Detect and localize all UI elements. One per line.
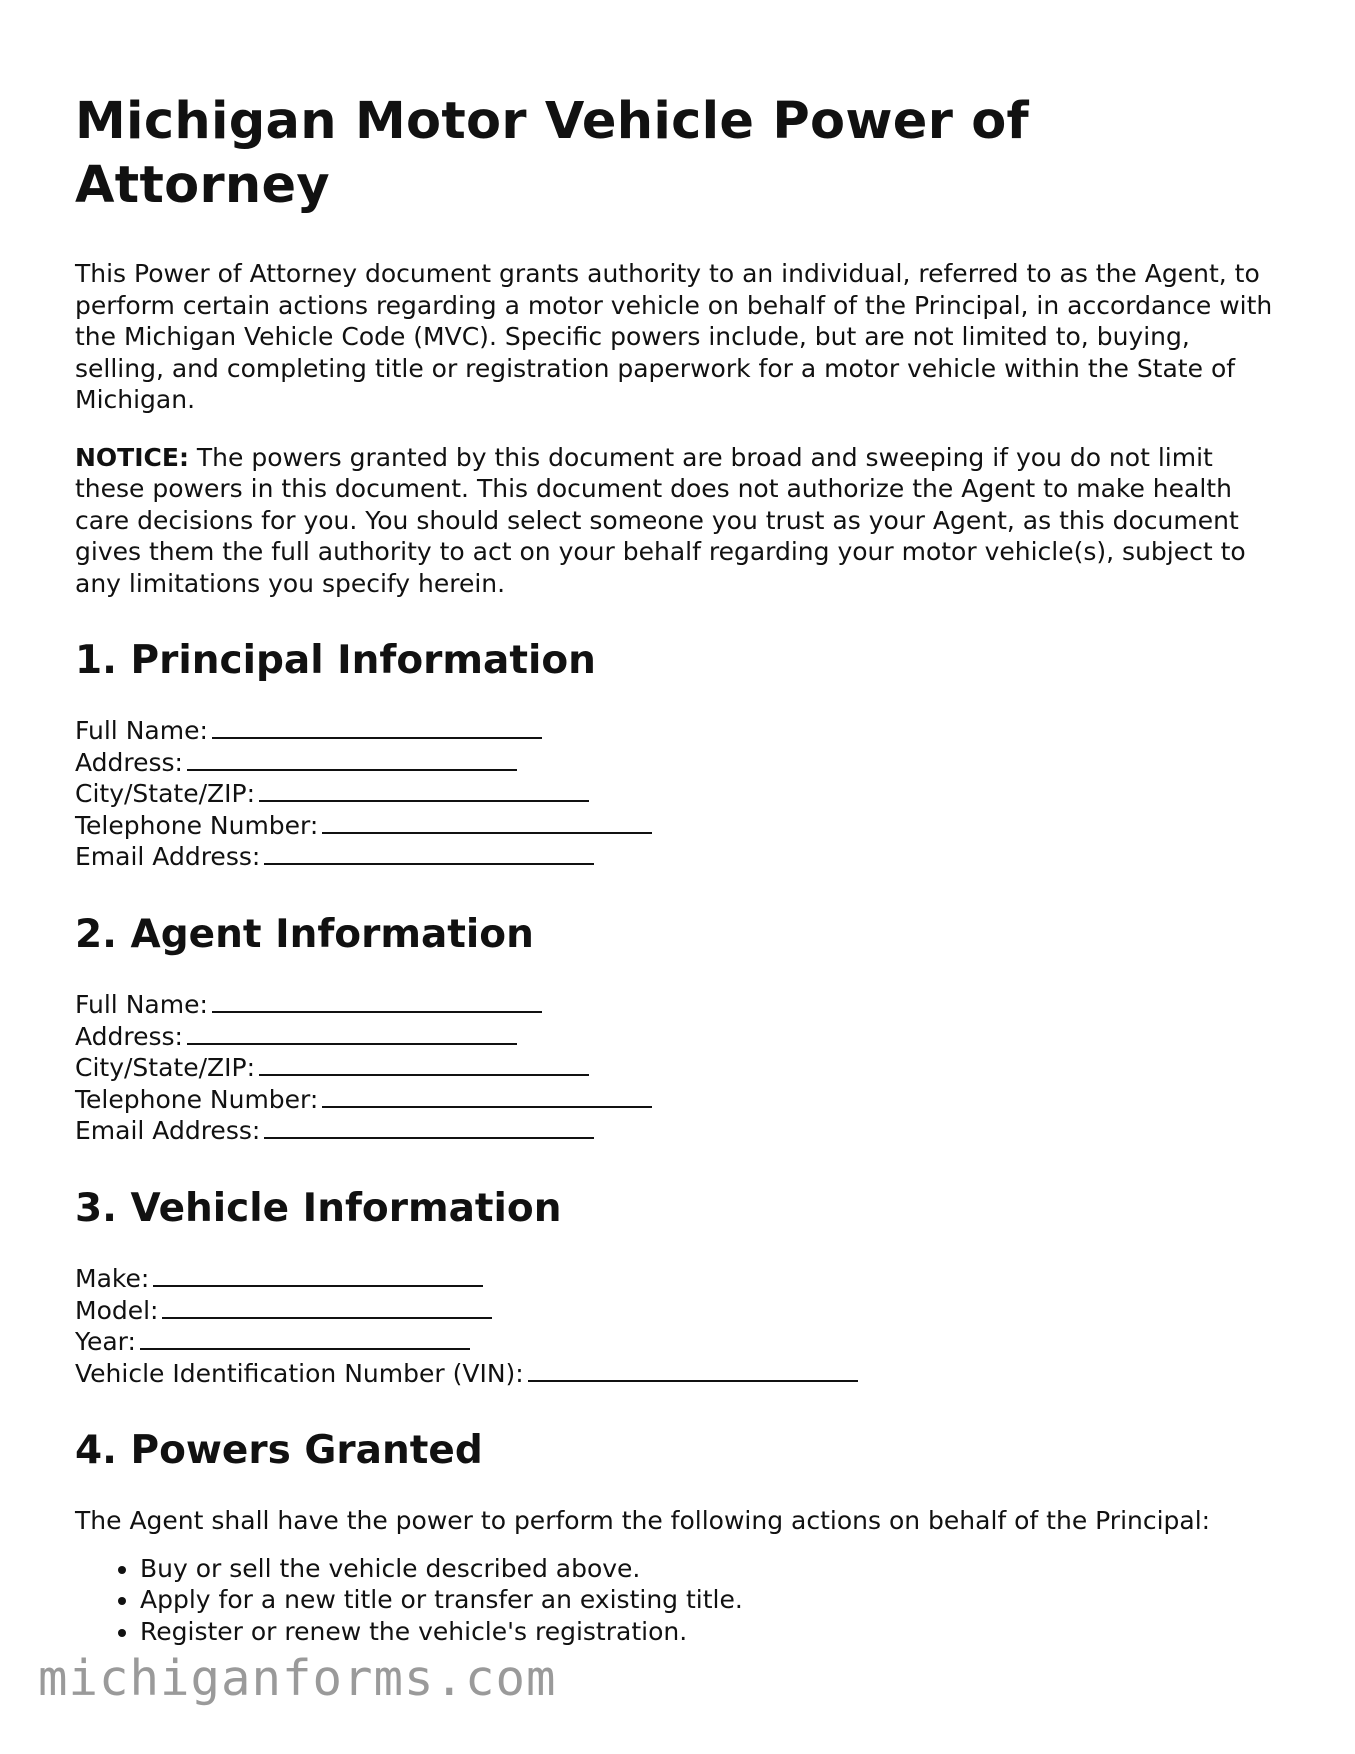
agent-telephone-row: [75, 1084, 1285, 1116]
field-label: Address:: [75, 747, 183, 777]
principal-full-name-blank[interactable]: [212, 717, 542, 739]
agent-full-name-blank[interactable]: [212, 991, 542, 1013]
section-heading-principal: 1. Principal Information: [75, 638, 596, 683]
vehicle-model-row: [75, 1295, 1285, 1327]
vehicle-fields: [75, 1263, 1285, 1389]
field-label: Vehicle Identification Number (VIN):: [75, 1358, 524, 1388]
list-item: • Buy or sell the vehicle described above.: [140, 1553, 1285, 1585]
principal-email-blank[interactable]: [264, 843, 594, 865]
field-label: City/State/ZIP:: [75, 1053, 256, 1083]
notice-label: NOTICE:: [75, 442, 189, 472]
field-label: Year:: [75, 1327, 136, 1357]
agent-address-blank[interactable]: [187, 1023, 517, 1045]
agent-city-state-zip-row: [75, 1052, 1285, 1084]
section-heading-powers: 4. Powers Granted: [75, 1428, 483, 1474]
principal-telephone-row: [75, 810, 1285, 842]
agent-email-blank[interactable]: [264, 1117, 594, 1139]
vehicle-vin-blank[interactable]: [528, 1360, 858, 1382]
list-item: • Register or renew the vehicle's registration.: [140, 1616, 1285, 1648]
field-label: City/State/ZIP:: [75, 779, 256, 809]
agent-telephone-blank[interactable]: [322, 1086, 652, 1108]
agent-address-row: [75, 1021, 1285, 1053]
field-label: Email Address:: [75, 1116, 261, 1146]
principal-city-state-zip-row: [75, 778, 1285, 810]
notice-paragraph: [75, 442, 1285, 600]
principal-city-state-zip-blank[interactable]: [259, 780, 589, 802]
list-item: • Apply for a new title or transfer an existing title.: [140, 1584, 1285, 1616]
principal-address-row: [75, 747, 1285, 779]
vehicle-year-blank[interactable]: [140, 1328, 470, 1350]
notice-text: The powers granted by this document are broad and sweeping if you do not limit these powers in this document. This document does not authorize the Agent to make health care decisions for you. You should select someone you trust as your Agent, as this document gives them the full authority to act on your behalf regarding your motor vehicle(s), subject to any limitations you specify herein.: [75, 442, 1246, 598]
field-label: Telephone Number:: [75, 810, 319, 840]
vehicle-year-row: [75, 1326, 1285, 1358]
field-label: Full Name:: [75, 716, 208, 745]
vehicle-model-blank[interactable]: [162, 1297, 492, 1319]
page-title: Michigan Motor Vehicle Power of Attorney: [75, 92, 1030, 215]
powers-intro: The Agent shall have the power to perform the following actions on behalf of the Principal:: [75, 1506, 1211, 1536]
principal-telephone-blank[interactable]: [322, 812, 652, 834]
vehicle-vin-row: [75, 1358, 1285, 1390]
section-heading-vehicle: 3. Vehicle Information: [75, 1185, 562, 1231]
document-page: [75, 90, 1285, 1648]
agent-city-state-zip-blank[interactable]: [259, 1054, 589, 1076]
principal-full-name-row: [75, 715, 1285, 747]
section-heading-agent: 2. Agent Information: [75, 911, 534, 957]
agent-full-name-row: [75, 989, 1285, 1021]
principal-address-blank[interactable]: [187, 749, 517, 771]
powers-list: [75, 1553, 1285, 1648]
vehicle-make-blank[interactable]: [153, 1265, 483, 1287]
intro-paragraph: This Power of Attorney document grants authority to an individual, referred to as the Agent, to perform certain actions regarding a motor vehicle on behalf of the Principal, in accordance with the Michigan Vehicle Code (MVC). Specific powers include, but are not limited to, buying, selling, and completing title or registration paperwork for a motor vehicle within the State of Michigan.: [75, 259, 1273, 414]
agent-fields: [75, 989, 1285, 1147]
field-label: Model:: [75, 1295, 159, 1325]
field-label: Make:: [75, 1263, 150, 1293]
agent-email-row: [75, 1115, 1285, 1147]
field-label: Telephone Number:: [75, 1084, 319, 1114]
field-label: Email Address:: [75, 842, 261, 872]
principal-email-row: [75, 841, 1285, 873]
field-label: Full Name:: [75, 989, 208, 1019]
watermark: michiganforms.com: [38, 1650, 557, 1707]
principal-fields: [75, 715, 1285, 873]
vehicle-make-row: [75, 1263, 1285, 1295]
field-label: Address:: [75, 1021, 183, 1051]
